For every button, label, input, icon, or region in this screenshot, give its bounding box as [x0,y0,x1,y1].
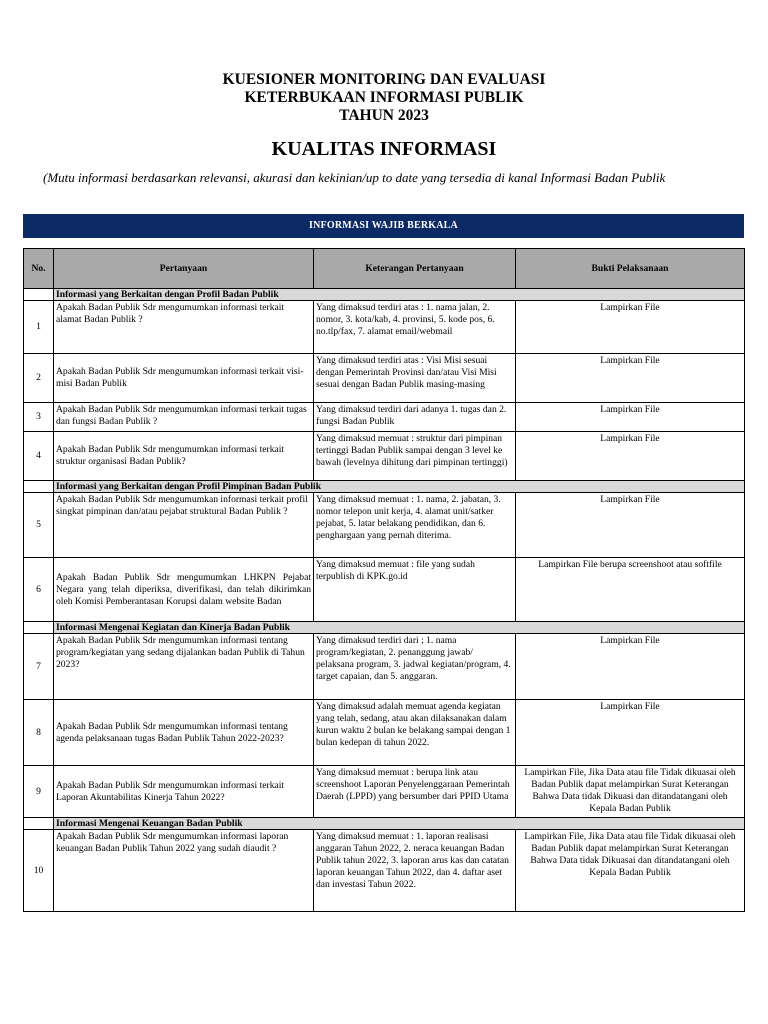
table-row [24,558,745,622]
row-question: Apakah Badan Publik Sdr mengumumkan LHKPN Pejabat Negara yang telah diperiksa, diverifikasi, dan telah dikirimkan oleh Komisi Pemberantasan Korupsi dalam website Badan [54,558,314,622]
table-row [24,493,745,558]
row-number: 10 [24,830,54,912]
row-question: Apakah Badan Publik Sdr mengumumkan informasi terkait tugas dan fungsi Badan Publik ? [54,403,314,432]
section-label: Informasi yang Berkaitan dengan Profil Badan Publik [54,289,745,301]
col-header-bukti: Bukti Pelaksanaan [516,249,745,289]
section-label: Informasi Mengenai Keuangan Badan Publik [54,818,745,830]
row-evidence: Lampirkan File, Jika Data atau file Tidak dikuasai oleh Badan Publik dapat melampirkan Surat Keterangan Bahwa Data tidak Dikuasai dan ditandatangani oleh Kepala Badan Publik [516,830,745,912]
row-evidence: Lampirkan File [516,432,745,481]
row-evidence: Lampirkan File [516,301,745,354]
row-description: Yang dimaksud memuat : 1. laporan realisasi anggaran Tahun 2022, 2. neraca keuangan Badan Publik tahun 2022, 3. laporan arus kas dan catatan laporan keuangan Tahun 2022, dan 4. daftar aset dan investasi Tahun 2022. [314,830,516,912]
row-question: Apakah Badan Publik Sdr mengumumkan informasi terkait visi-misi Badan Publik [54,354,314,403]
section-row [24,289,745,301]
row-number: 6 [24,558,54,622]
row-question: Apakah Badan Publik Sdr mengumumkan informasi terkait profil singkat pimpinan dan/atau pejabat struktural Badan Publik ? [54,493,314,558]
row-question: Apakah Badan Publik Sdr mengumumkan informasi tentang agenda pelaksanaan tugas Badan Publik Tahun 2022-2023? [54,700,314,766]
row-question: Apakah Badan Publik Sdr mengumumkan informasi terkait alamat Badan Publik ? [54,301,314,354]
row-description: Yang dimaksud terdiri dari adanya 1. tugas dan 2. fungsi Badan Publik [314,403,516,432]
row-evidence: Lampirkan File berupa screenshoot atau softfile [516,558,745,622]
table-row [24,766,745,818]
doc-title-line2: KETERBUKAAN INFORMASI PUBLIK [244,89,524,106]
row-description: Yang dimaksud memuat : struktur dari pimpinan tertinggi Badan Publik sampai dengan 3 level ke bawah (levelnya dihitung dari pimpinan tertinggi) [314,432,516,481]
row-description: Yang dimaksud adalah memuat agenda kegiatan yang telah, sedang, atau akan dilaksanakan dalam kurun waktu 2 bulan ke belakang sampai dengan 1 bulan kedepan di tahun 2022. [314,700,516,766]
row-question: Apakah Badan Publik Sdr mengumumkan informasi laporan keuangan Badan Publik Tahun 2022 yang sudah diaudit ? [54,830,314,912]
row-question: Apakah Badan Publik Sdr mengumumkan informasi terkait struktur organisasi Badan Publik? [54,432,314,481]
section-row [24,622,745,634]
row-evidence: Lampirkan File [516,403,745,432]
table-row [24,830,745,912]
section-label: Informasi Mengenai Kegiatan dan Kinerja Badan Publik [54,622,745,634]
row-question: Apakah Badan Publik Sdr mengumumkan informasi tentang program/kegiatan yang sedang dijalankan badan Publik di Tahun 2023? [54,634,314,700]
row-number: 8 [24,700,54,766]
page-subtitle: (Mutu informasi berdasarkan relevansi, akurasi dan kekinian/up to date yang tersedia di kanal Informasi Badan Publik [43,170,666,185]
row-description: Yang dimaksud terdiri atas : 1. nama jalan, 2. nomor, 3. kota/kab, 4. provinsi, 5. kode pos, 6. no.tlp/fax, 7. alamat email/webmail [314,301,516,354]
page-title: KUALITAS INFORMASI [271,138,497,160]
row-description: Yang dimaksud terdiri dari ; 1. nama program/kegiatan, 2. penanggung jawab/ pelaksana program, 3. jadwal kegiatan/program, 4. target capaian, dan 5. anggaran. [314,634,516,700]
section-label: Informasi yang Berkaitan dengan Profil Pimpinan Badan Publik [54,481,745,493]
row-number: 9 [24,766,54,818]
row-evidence: Lampirkan File [516,634,745,700]
row-number: 4 [24,432,54,481]
row-description: Yang dimaksud memuat : berupa link atau screenshoot Laporan Penyelenggaraan Pemerintah Daerah (LPPD) yang bersumber dari PPID Utama [314,766,516,818]
table-row [24,700,745,766]
row-description: Yang dimaksud terdiri atas : Visi Misi sesuai dengan Pemerintah Provinsi dan/atau Visi Misi sesuai dengan Badan Publik masing-masing [314,354,516,403]
row-number: 3 [24,403,54,432]
row-evidence: Lampirkan File [516,700,745,766]
col-header-keterangan: Keterangan Pertanyaan [314,249,516,289]
table-row [24,354,745,403]
row-evidence: Lampirkan File, Jika Data atau file Tidak dikuasai oleh Badan Publik dapat melampirkan Surat Keterangan Bahwa Data tidak Dikuasi dan ditandatangani oleh Kepala Badan Publik [516,766,745,818]
table-header-row [24,249,745,289]
row-number: 1 [24,301,54,354]
section-banner: INFORMASI WAJIB BERKALA [23,214,744,238]
row-description: Yang dimaksud memuat : 1. nama, 2. jabatan, 3. nomor telepon unit kerja, 4. alamat unit/satker pejabat, 5. latar belakang pendidikan, dan 6. penghargaan yang pernah diterima. [314,493,516,558]
section-row [24,818,745,830]
table-row [24,634,745,700]
table-row [24,432,745,481]
row-number: 2 [24,354,54,403]
row-evidence: Lampirkan File [516,493,745,558]
col-header-pertanyaan: Pertanyaan [54,249,314,289]
doc-title-year: TAHUN 2023 [339,107,429,124]
doc-title-line1: KUESIONER MONITORING DAN EVALUASI [222,71,546,88]
table-row [24,403,745,432]
table-row [24,301,745,354]
questionnaire-table [23,248,745,912]
row-description: Yang dimaksud memuat : file yang sudah terpublish di KPK.go.id [314,558,516,622]
row-evidence: Lampirkan File [516,354,745,403]
section-row [24,481,745,493]
row-question: Apakah Badan Publik Sdr mengumumkan informasi terkait Laporan Akuntabilitas Kinerja Tahun 2022? [54,766,314,818]
row-number: 5 [24,493,54,558]
row-number: 7 [24,634,54,700]
col-header-no: No. [24,249,54,289]
